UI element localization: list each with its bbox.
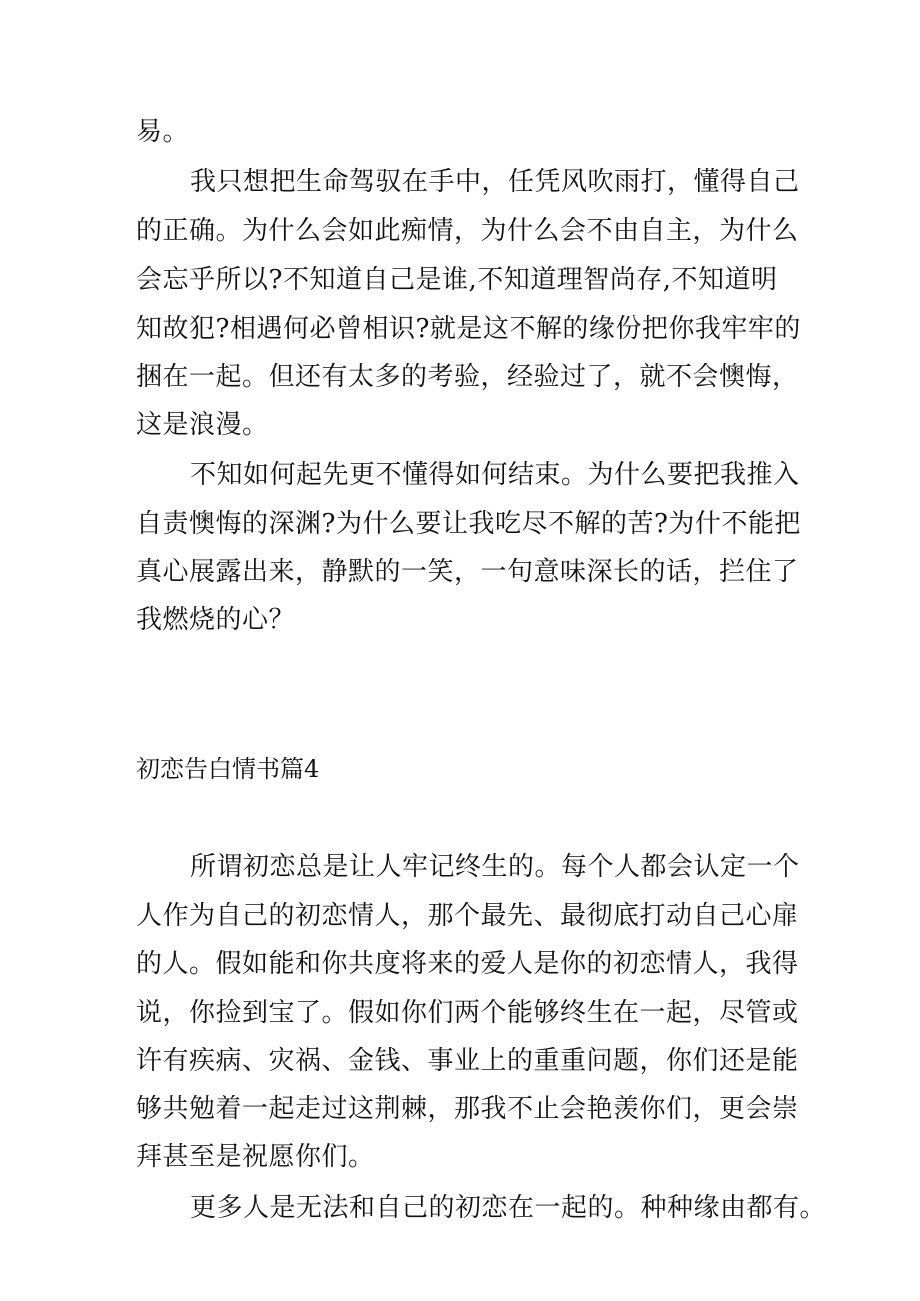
paragraph-line: 的人。假如能和你共度将来的爱人是你的初恋情人，我得	[136, 949, 799, 979]
paragraph-line: 会忘乎所以?不知道自己是谁,不知道理智尚存,不知道明	[136, 265, 778, 295]
paragraph-line: 易。	[136, 117, 190, 147]
paragraph-line: 知故犯?相遇何必曾相识?就是这不解的缘份把你我牢牢的	[136, 314, 801, 344]
paragraph-line: 人作为自己的初恋情人，那个最先、最彻底打动自己心扉	[136, 901, 799, 931]
section-heading: 初恋告白情书篇4	[136, 755, 320, 783]
paragraph-line: 更多人是无法和自己的初恋在一起的。种种缘由都有。	[190, 1193, 827, 1223]
paragraph-line: 我只想把生命驾驭在手中，任凭风吹雨打，懂得自己	[190, 167, 800, 197]
paragraph-line: 捆在一起。但还有太多的考验，经验过了，就不会懊悔，	[136, 362, 799, 392]
paragraph-line: 真心展露出来，静默的一笑，一句意味深长的话，拦住了	[136, 557, 799, 587]
paragraph-line: 不知如何起先更不懂得如何结束。为什么要把我推入	[190, 460, 800, 490]
paragraph-line: 够共勉着一起走过这荆棘，那我不止会艳羡你们，更会崇	[136, 1094, 799, 1124]
paragraph-line: 这是浪漫。	[136, 410, 269, 440]
paragraph-line: 我燃烧的心？	[136, 605, 296, 635]
paragraph-line: 所谓初恋总是让人牢记终生的。每个人都会认定一个	[190, 852, 800, 882]
paragraph-line: 自责懊悔的深渊?为什么要让我吃尽不解的苦?为什不能把	[136, 509, 801, 539]
paragraph-line: 许有疾病、灾祸、金钱、事业上的重重问题，你们还是能	[136, 1046, 799, 1076]
paragraph-line: 说，你捡到宝了。假如你们两个能够终生在一起，尽管或	[136, 998, 799, 1028]
paragraph-line: 拜甚至是祝愿你们。	[136, 1142, 375, 1172]
paragraph-line: 的正确。为什么会如此痴情，为什么会不由自主，为什么	[136, 216, 799, 246]
